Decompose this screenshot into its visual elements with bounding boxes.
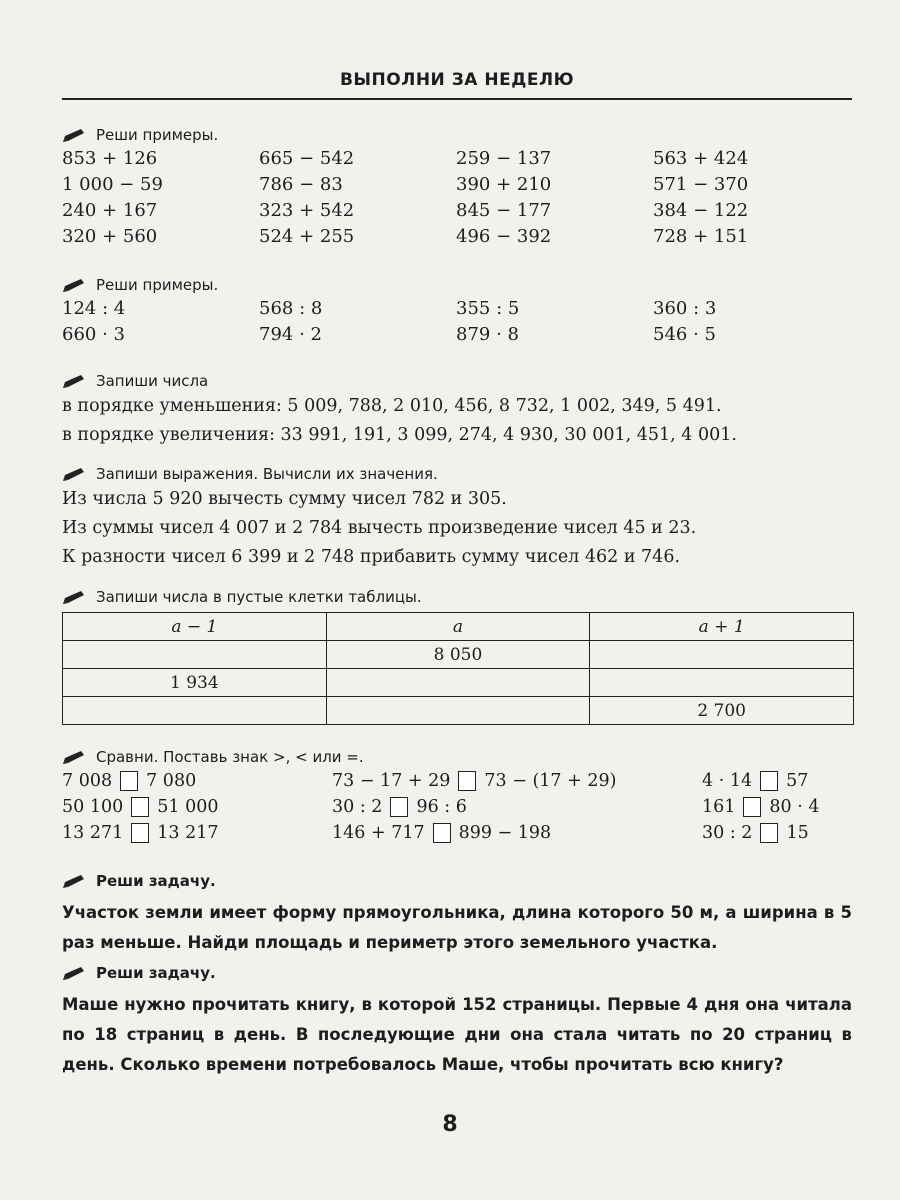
task-5	[62, 586, 852, 725]
task-7-text: Участок земли имеет форму прямоугольника, длина которого 50 м, а ширина в 5 раз меньше. Найди площадь и периметр этого земельного участка.	[62, 903, 852, 952]
task-4-line: Из суммы чисел 4 007 и 2 784 вычесть произведение чисел 45 и 23.	[62, 518, 697, 538]
table-cell: 1 934	[63, 669, 327, 697]
pencil-icon	[62, 128, 88, 142]
task-4-title: Запиши выражения. Вычисли их значения.	[96, 465, 438, 483]
comparison: 30 : 2 96 : 6	[332, 797, 467, 817]
table-cell[interactable]	[590, 669, 854, 697]
task-2-title: Реши примеры.	[96, 276, 219, 294]
task-6	[62, 746, 852, 846]
answer-box[interactable]	[131, 797, 149, 817]
example: 568 : 8	[259, 298, 323, 319]
pencil-icon	[62, 874, 88, 888]
example: 853 + 126	[62, 148, 158, 169]
pencil-icon	[62, 278, 88, 292]
example: 259 − 137	[456, 148, 552, 169]
table-cell[interactable]	[326, 669, 590, 697]
answer-box[interactable]	[458, 771, 476, 791]
example: 390 + 210	[456, 174, 552, 195]
answer-box[interactable]	[131, 823, 149, 843]
task-5-title: Запиши числа в пустые клетки таблицы.	[96, 588, 422, 606]
task-3-line: в порядке увеличения: 33 991, 191, 3 099, 274, 4 930, 30 001, 451, 4 001.	[62, 425, 737, 445]
example: 524 + 255	[259, 226, 355, 247]
table-header: a − 1	[63, 613, 327, 641]
task-1-title: Реши примеры.	[96, 126, 219, 144]
task-2-examples	[62, 296, 852, 348]
example: 845 − 177	[456, 200, 552, 221]
example: 496 − 392	[456, 226, 552, 247]
example: 384 − 122	[653, 200, 749, 221]
header-rule	[62, 98, 852, 100]
task-6-title: Сравни. Поставь знак >, < или =.	[96, 748, 364, 766]
task-1-examples	[62, 146, 852, 250]
task-7	[62, 870, 852, 958]
example: 794 · 2	[259, 324, 322, 345]
table-cell[interactable]	[63, 697, 327, 725]
example: 571 − 370	[653, 174, 749, 195]
page-title: ВЫПОЛНИ ЗА НЕДЕЛЮ	[339, 70, 575, 90]
answer-box[interactable]	[433, 823, 451, 843]
comparison: 13 271 13 217	[62, 823, 219, 843]
table-cell[interactable]	[63, 641, 327, 669]
pencil-icon	[62, 590, 88, 604]
comparison: 30 : 2 15	[702, 823, 809, 843]
table-cell: 2 700	[590, 697, 854, 725]
pencil-icon	[62, 467, 88, 481]
table-header: a + 1	[590, 613, 854, 641]
comparison: 50 100 51 000	[62, 797, 219, 817]
comparison: 7 008 7 080	[62, 771, 197, 791]
task-4-line: К разности чисел 6 399 и 2 748 прибавить сумму чисел 462 и 746.	[62, 547, 681, 567]
answer-box[interactable]	[120, 771, 138, 791]
comparison: 4 · 14 57	[702, 771, 809, 791]
example: 323 + 542	[259, 200, 355, 221]
task-3-title: Запиши числа	[96, 372, 209, 390]
task-8-title: Реши задачу.	[96, 964, 216, 982]
answer-box[interactable]	[760, 771, 778, 791]
answer-box[interactable]	[760, 823, 778, 843]
example: 360 : 3	[653, 298, 717, 319]
task-4	[62, 463, 852, 572]
comparison: 73 − 17 + 29 73 − (17 + 29)	[332, 771, 617, 791]
comparison: 146 + 717 899 − 198	[332, 823, 552, 843]
example: 320 + 560	[62, 226, 158, 247]
task-3	[62, 370, 852, 450]
pencil-icon	[62, 374, 88, 388]
example: 355 : 5	[456, 298, 520, 319]
example: 660 · 3	[62, 324, 125, 345]
task-8	[62, 962, 852, 1080]
example: 786 − 83	[259, 174, 343, 195]
example: 563 + 424	[653, 148, 749, 169]
page-number: 8	[442, 1112, 458, 1137]
task-3-line: в порядке уменьшения: 5 009, 788, 2 010, 456, 8 732, 1 002, 349, 5 491.	[62, 396, 722, 416]
comparison: 161 80 · 4	[702, 797, 820, 817]
task-2	[62, 274, 852, 348]
answer-box[interactable]	[390, 797, 408, 817]
task-8-text: Маше нужно прочитать книгу, в которой 152 страницы. Первые 4 дня она читала по 18 страниц в день. В последующие дни она стала читать по 20 страниц в день. Сколько времени потребовалось Маше, чтобы прочитать всю книгу?	[62, 995, 852, 1074]
pencil-icon	[62, 750, 88, 764]
table-cell[interactable]	[590, 641, 854, 669]
table-cell[interactable]	[326, 697, 590, 725]
pencil-icon	[62, 966, 88, 980]
comparison-grid	[62, 768, 852, 846]
example: 665 − 542	[259, 148, 355, 169]
example: 879 · 8	[456, 324, 519, 345]
example: 240 + 167	[62, 200, 158, 221]
table-header: a	[326, 613, 590, 641]
task-4-line: Из числа 5 920 вычесть сумму чисел 782 и 305.	[62, 489, 507, 509]
example: 124 : 4	[62, 298, 126, 319]
example: 1 000 − 59	[62, 174, 163, 195]
number-table	[62, 612, 854, 725]
answer-box[interactable]	[743, 797, 761, 817]
example: 728 + 151	[653, 226, 749, 247]
table-cell: 8 050	[326, 641, 590, 669]
task-7-title: Реши задачу.	[96, 872, 216, 890]
task-1	[62, 124, 852, 250]
example: 546 · 5	[653, 324, 716, 345]
